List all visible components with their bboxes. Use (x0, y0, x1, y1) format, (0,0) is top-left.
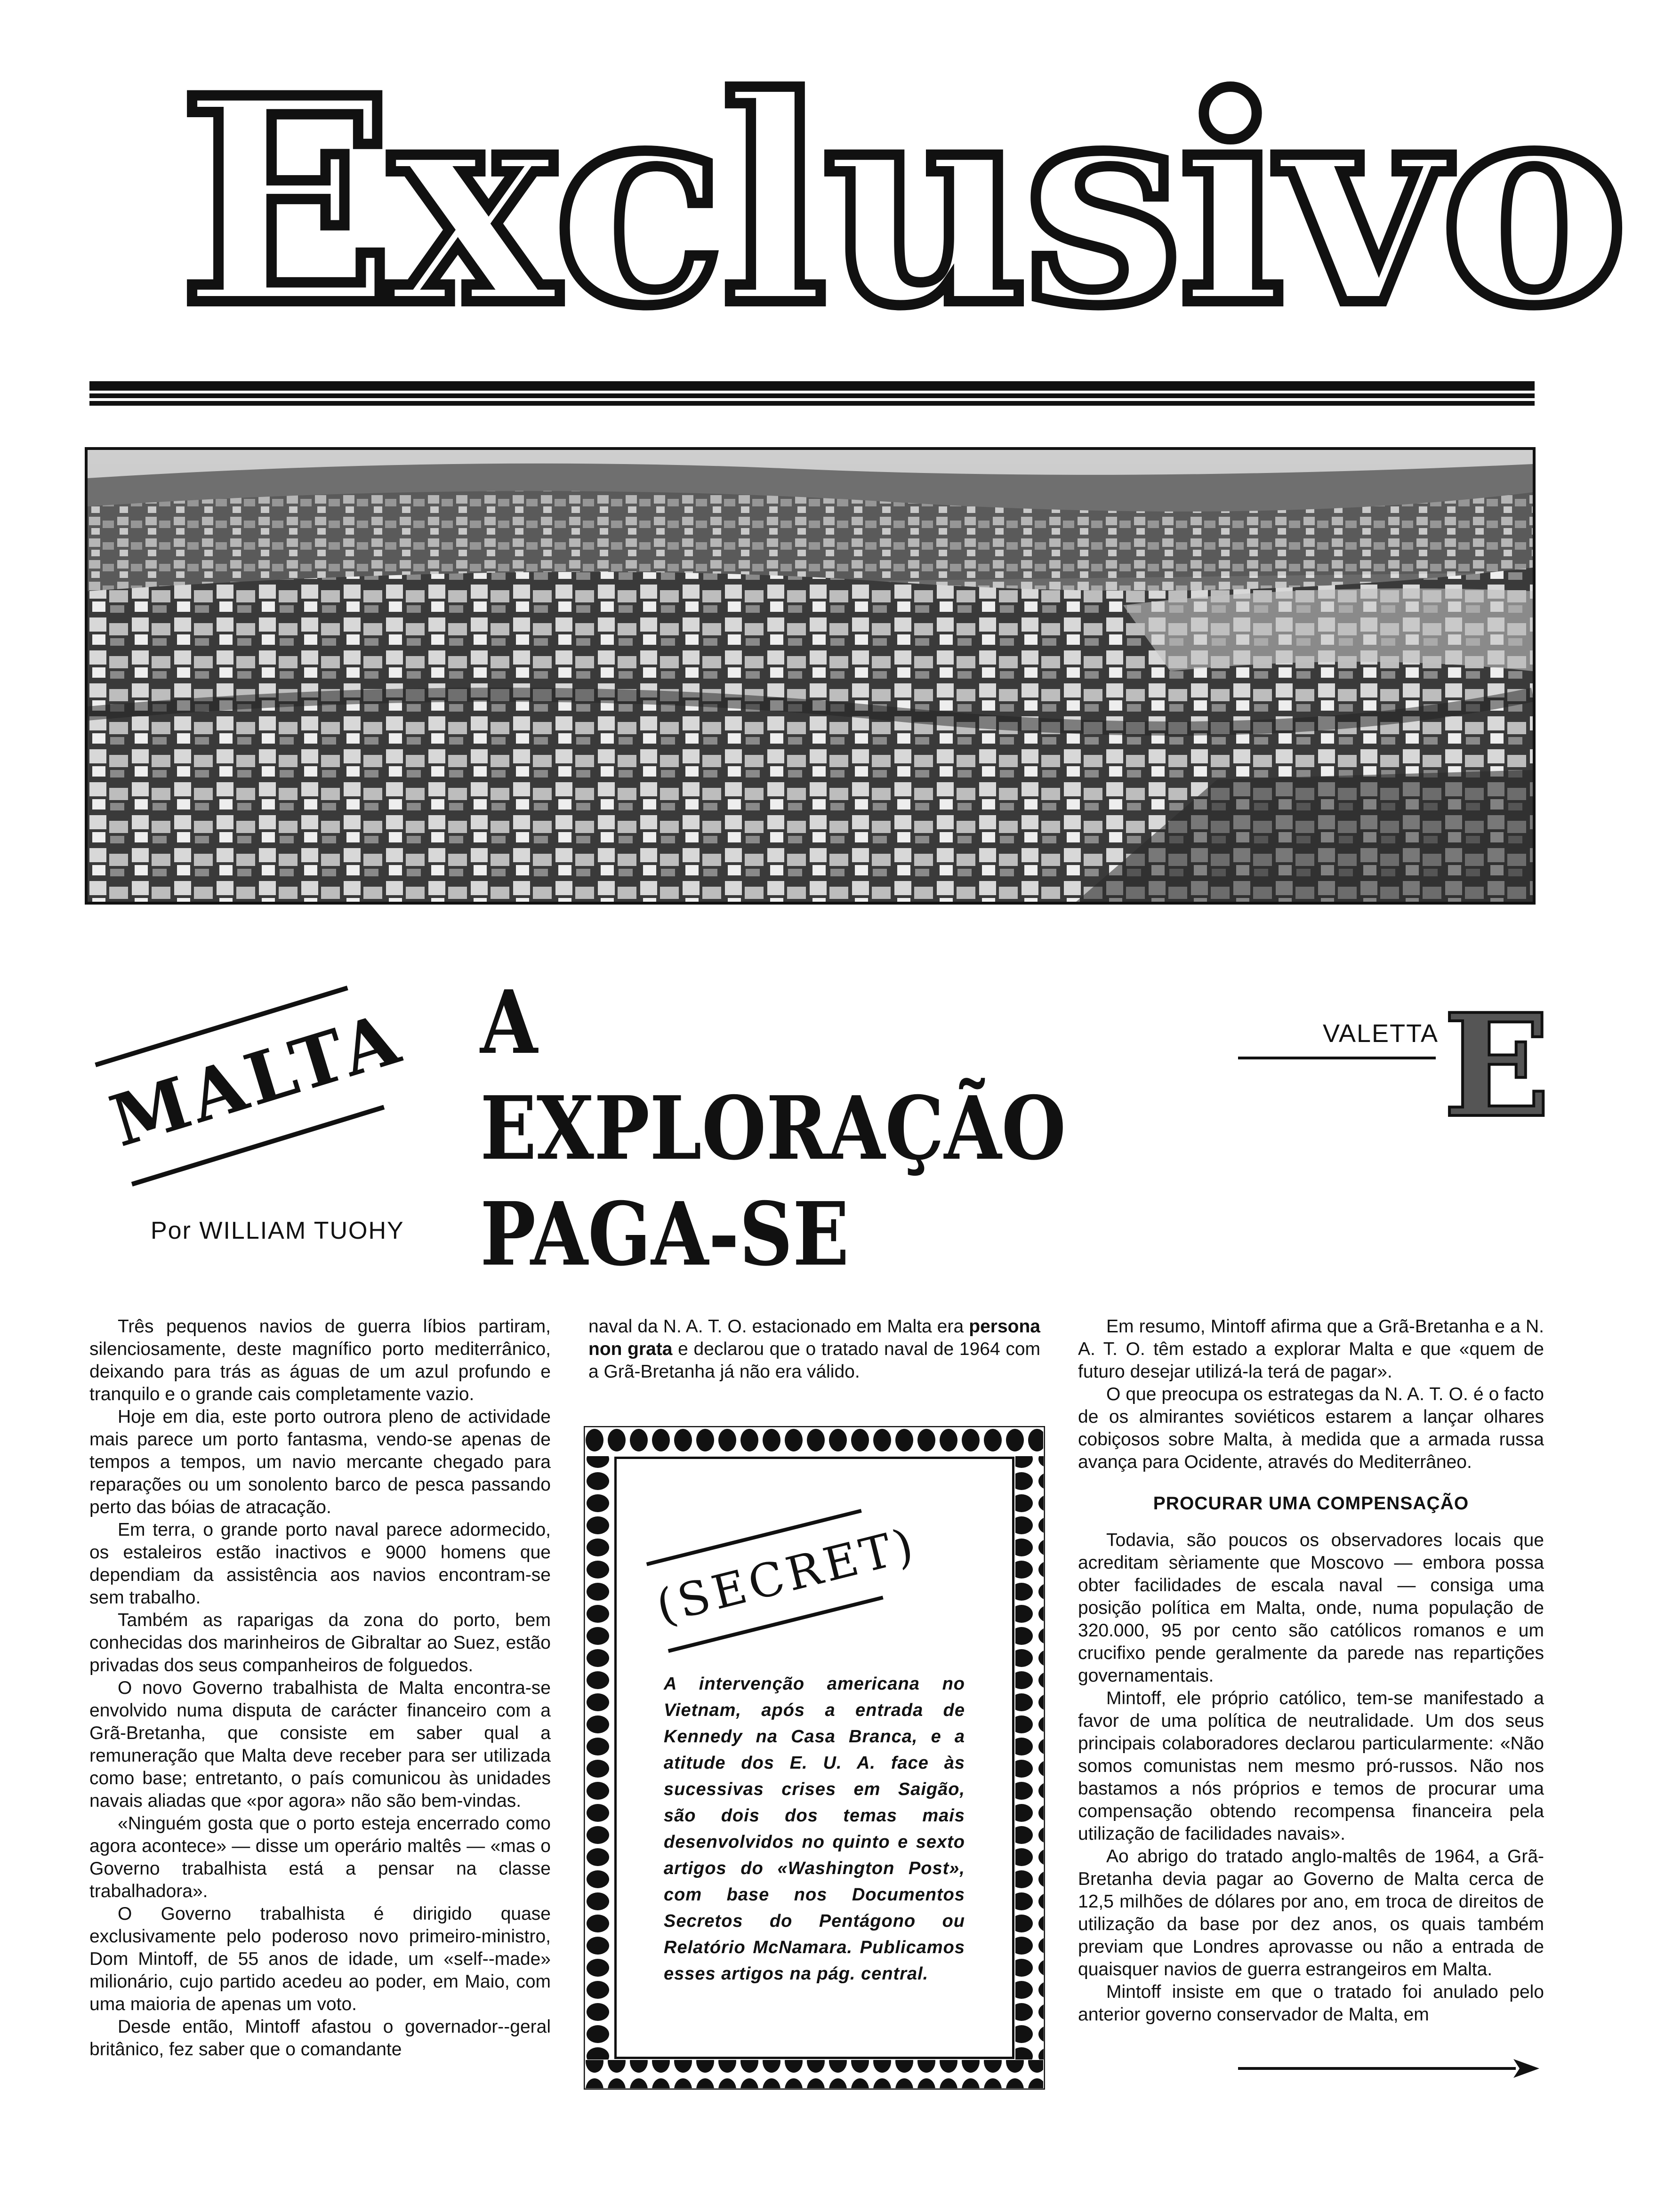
section-tag: MALTA (95, 986, 385, 1188)
masthead-title: Exclusivo (179, 36, 1624, 368)
paragraph: Em resumo, Mintoff afirma que a Grã-Bretanha e a N. A. T. O. têm estado a explorar Malta e que «quem de futuro desejar utilizá-la terá de pagar». (1078, 1316, 1544, 1382)
emphasis: persona non grata (588, 1316, 1040, 1359)
secret-tag: (SECRET) (646, 1509, 884, 1654)
paragraph: «Ninguém gosta que o porto esteja encerrado como agora acontece» — disse um operário maltês — «mas o Governo trabalhista está a pensar na classe trabalhadora». (89, 1813, 551, 1901)
byline: Por WILLIAM TUOHY (151, 1217, 404, 1244)
paragraph: O que preocupa os estrategas da N. A. T. O. é o facto de os almirantes soviéticos estarem a lançar olhares cobiçosos sobre Malta, à medida que a armada russa avança para Ocidente, através do Mediterrâneo. (1078, 1384, 1544, 1472)
paragraph: Mintoff insiste em que o tratado foi anulado pelo anterior governo conservador de Malta, em (1078, 1982, 1544, 2025)
headline-line-1: A EXPLORAÇÃO (480, 971, 1066, 1179)
paragraph: naval da N. A. T. O. estacionado em Malta era persona non grata e declarou que o tratado naval de 1964 com a Grã-Bretanha já não era válido. (588, 1316, 1040, 1382)
dateline: VALETTA (1323, 1019, 1439, 1048)
paragraph: Três pequenos navios de guerra líbios partiram, silenciosamente, deste magnífico porto mediterrânico, deixando para trás as águas de um azul profundo e tranquilo e o grande cais completamente vazio. (89, 1316, 551, 1404)
masthead-rules (89, 381, 1535, 409)
paragraph: Desde então, Mintoff afastou o governador--geral britânico, fez saber que o comandante (89, 2017, 551, 2060)
paragraph: Também as raparigas da zona do porto, bem conhecidas dos marinheiros de Gibraltar ao Suez, estão privadas dos seus companheiros de folguedos. (89, 1610, 551, 1675)
column-3 (1078, 1315, 1544, 2026)
arrow-right-icon (1238, 2057, 1539, 2080)
headline-line-2: PAGA-SE (480, 1183, 849, 1285)
headline (480, 970, 1080, 1287)
harbour-photo (85, 447, 1536, 905)
paragraph: O Governo trabalhista é dirigido quase exclusivamente pelo poderoso novo primeiro-ministro, Dom Mintoff, de 55 anos de idade, um «self--made» milionário, cujo partido acedeu ao poder, em Maio, com uma maioria de apenas um voto. (89, 1904, 551, 2014)
subheading: PROCURAR UMA COMPENSAÇÃO (1153, 1493, 1469, 1514)
exclusivo-badge: E (1443, 983, 1551, 1149)
paragraph: Mintoff, ele próprio católico, tem-se manifestado a favor de uma política de neutralidade. Um dos seus principais colaboradores declarou particularmente: «Não somos comunistas nem mesmo pró-russos. Não nos bastamos a nós próprios e temos de procurar uma compensação obtendo recompensa financeira pela utilização de facilidades navais». (1078, 1688, 1544, 1844)
column-2 (588, 1315, 1040, 1383)
secret-box (584, 1426, 1045, 2090)
paragraph: O novo Governo trabalhista de Malta encontra-se envolvido numa disputa de carácter financeiro com a Grã-Bretanha, que consiste em saber qual a remuneração que Malta deve receber para ser utilizada como base; entretanto, o país comunicou às unidades navais aliadas que «por agora» não são bem-vindas. (89, 1678, 551, 1811)
paragraph: Todavia, são poucos os observadores locais que acreditam sèriamente que Moscovo — embora possa obter facilidades de escala naval — consiga uma posição política em Malta, onde, numa população de 320.000, 95 por cento são católicos romanos e um crucifixo pende geralmente da parede nas repartições governamentais. (1078, 1530, 1544, 1686)
secret-box-text: A intervenção americana no Vietnam, após a entrada de Kennedy na Casa Branca, e a atitude dos E. U. A. face às sucessivas crises em Saigão, são dois dos temas mais desenvolvidos no quinto e sexto artigos do «Washington Post», com base nos Documentos Secretos do Pentágono ou Relatório McNamara. Publicamos esses artigos na pág. central. (664, 1674, 965, 1984)
paragraph: Ao abrigo do tratado anglo-maltês de 1964, a Grã-Bretanha devia pagar ao Governo de Malta cerca de 12,5 milhões de dólares por ano, em troca de direitos de utilização da base por dez anos, os quais também previam que Londres aprovasse ou não a entrada de quaisquer navios de guerra estrangeiros em Malta. (1078, 1846, 1544, 1980)
paragraph: Em terra, o grande porto naval parece adormecido, os estaleiros estão inactivos e 9000 homens que dependiam da assistência aos navios encontram-se sem trabalho. (89, 1520, 551, 1608)
column-1 (89, 1315, 551, 2061)
paragraph: Hoje em dia, este porto outrora pleno de actividade mais parece um porto fantasma, vendo-se apenas de tempos a tempos, um navio mercante chegado para reparações ou um sonolento barco de pesca passando perto das bóias de atracação. (89, 1407, 551, 1517)
dateline-rule (1238, 1057, 1436, 1059)
